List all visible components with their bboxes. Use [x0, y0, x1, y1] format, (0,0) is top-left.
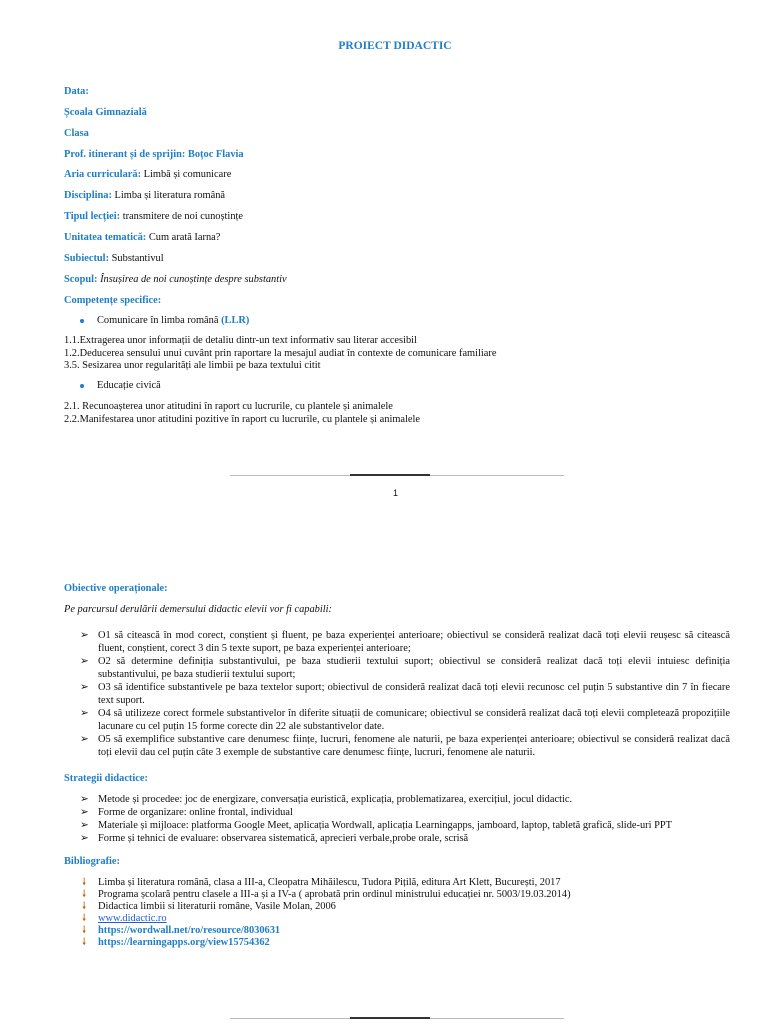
field-scoala: Școala Gimnazială — [64, 107, 147, 118]
list-item: ➢ O2 să determine definiția substantivului, pe baza studierii textului suport; obiectivul se consideră realizat dacă toți elevii intuiesc definiția substantivului, pe baza studierii textului suport; — [80, 656, 730, 680]
field-scop: Scopul: Însușirea de noi cunoștințe despre substantiv — [64, 274, 287, 285]
list-item: ➢ O4 să utilizeze corect formele substantivelor în diferite situații de comunicare; obiectivul se consideră realizat dacă toți elevii completează propozițiile lacunare cu cel puțin 15 forme corecte din 22 ale substantivelor date. — [80, 708, 730, 732]
competence-line: 1.2.Deducerea sensului unui cuvânt prin raportare la mesajul audiat în contexte de comunicare familiare — [64, 347, 497, 359]
field-aria: Aria curriculară: Limbă și comunicare — [64, 169, 232, 180]
field-competente: Competențe specifice: — [64, 295, 162, 306]
link-didactic[interactable]: www.didactic.ro — [98, 913, 167, 924]
list-item: ➢ Forme de organizare: online frontal, individual — [80, 807, 293, 818]
arrow-down-bullet-icon: 🠗 — [82, 877, 87, 888]
arrow-down-bullet-icon: 🠗 — [82, 889, 87, 900]
arrow-bullet-icon: ➢ — [80, 794, 89, 805]
list-item: 🠗 Programa școlară pentru clasele a III-a și a IV-a ( aprobată prin ordinul ministrului educației nr. 5003/19.03.2014) — [82, 889, 571, 900]
arrow-down-bullet-icon: 🠗 — [82, 901, 87, 912]
link-learningapps[interactable]: https://learningapps.org/view15754362 — [98, 937, 270, 948]
document-title: PROIECT DIDACTIC — [338, 40, 452, 52]
field-disciplina: Disciplina: Limba și literatura română — [64, 190, 226, 201]
field-subiect: Subiectul: Substantivul — [64, 253, 164, 264]
field-data: Data: — [64, 86, 89, 97]
bullet-educatie-civica: Educație civică — [80, 380, 161, 391]
strategies-list — [80, 793, 730, 845]
footer-rule — [230, 1018, 564, 1019]
objectives-intro: Pe parcursul derulării demersului didactic elevii vor fi capabili: — [64, 604, 332, 615]
list-item: 🠗 Didactica limbii si literaturii române, Vasile Molan, 2006 — [82, 901, 336, 912]
arrow-bullet-icon: ➢ — [80, 807, 89, 818]
strategies-heading: Strategii didactice: — [64, 773, 148, 784]
arrow-bullet-icon: ➢ — [80, 630, 89, 641]
field-unitate: Unitatea tematică: Cum arată Iarna? — [64, 232, 221, 243]
list-item: ➢ O1 să citească în mod corect, conștient și fluent, pe baza experienței anterioare; obiectivul se consideră realizat dacă toți elevii reușesc să citească fluent, conștient, corect 3 din 5 texte suport, pe baza experienței anterioare; — [80, 630, 730, 654]
list-item: 🠗 Limba și literatura română, clasa a III-a, Cleopatra Mihăilescu, Tudora Pițilă, editura Art Klett, București, 2017 — [82, 877, 561, 888]
list-item — [80, 913, 571, 925]
arrow-bullet-icon: ➢ — [80, 656, 89, 667]
objectives-heading: Obiective operaționale: — [64, 583, 168, 594]
competence-line: 3.5. Sesizarea unor regularități ale limbii pe baza textului citit — [64, 360, 321, 371]
list-item — [80, 925, 571, 937]
arrow-bullet-icon: ➢ — [80, 820, 89, 831]
arrow-down-bullet-icon: 🠗 — [82, 913, 87, 924]
bibliography-heading: Bibliografie: — [64, 856, 120, 867]
bibliography-list — [80, 877, 571, 949]
arrow-bullet-icon: ➢ — [80, 833, 89, 844]
arrow-bullet-icon: ➢ — [80, 734, 89, 745]
footer-rule — [230, 475, 564, 476]
list-item: ➢ Metode și procedee: joc de energizare, conversația euristică, explicația, problematizarea, exercițiul, jocul didactic. — [80, 794, 573, 805]
competence-line: 2.2.Manifestarea unor atitudini pozitive în raport cu lucrurile, cu plantele și animalele — [64, 413, 421, 425]
arrow-bullet-icon: ➢ — [80, 708, 89, 719]
link-wordwall[interactable]: https://wordwall.net/ro/resource/8030631 — [98, 925, 281, 936]
competence-line: 1.1.Extragerea unor informații de detaliu dintr-un text informativ sau literar accesibil — [64, 335, 417, 346]
list-item: ➢ Materiale și mijloace: platforma Google Meet, aplicația Wordwall, aplicația Learningapps, jamboard, laptop, tabletă grafică, slide-uri PPT — [80, 820, 673, 831]
bullet-dot — [80, 384, 84, 388]
list-item: ➢ O5 să exemplifice substantive care denumesc ființe, lucruri, fenomene ale naturii, pe baza experienței anterioare; obiectivul se consideră realizat dacă toți elevii dau cel puțin câte 3 exemple de substantive care denumesc ființe, lucruri, fenomene ale naturii. — [80, 734, 730, 758]
objectives-list — [80, 629, 730, 759]
field-clasa: Clasa — [64, 128, 89, 139]
list-item: ➢ O3 să identifice substantivele pe baza textelor suport; obiectivul de consideră realizat dacă toți elevii recunosc cel puțin 5 substantive din 7 în fiecare text suport. — [80, 682, 730, 706]
field-profesor: Prof. itinerant și de sprijin: Boțoc Flavia — [64, 149, 244, 160]
arrow-down-bullet-icon: 🠗 — [82, 937, 87, 948]
field-tip-lectie: Tipul lecției: transmitere de noi cunoștințe — [64, 211, 244, 222]
competence-line: 2.1. Recunoașterea unor atitudini în raport cu lucrurile, cu plantele și animalele — [64, 401, 393, 412]
arrow-down-bullet-icon: 🠗 — [82, 925, 87, 936]
page-number: 1 — [393, 488, 399, 498]
list-item — [80, 937, 571, 949]
bullet-dot — [80, 319, 84, 323]
list-item: ➢ Forme și tehnici de evaluare: observarea sistematică, aprecieri verbale,probe orale, scrisă — [80, 833, 469, 844]
arrow-bullet-icon: ➢ — [80, 682, 89, 693]
bullet-comunicare: Comunicare în limba română (LLR) — [80, 315, 249, 326]
